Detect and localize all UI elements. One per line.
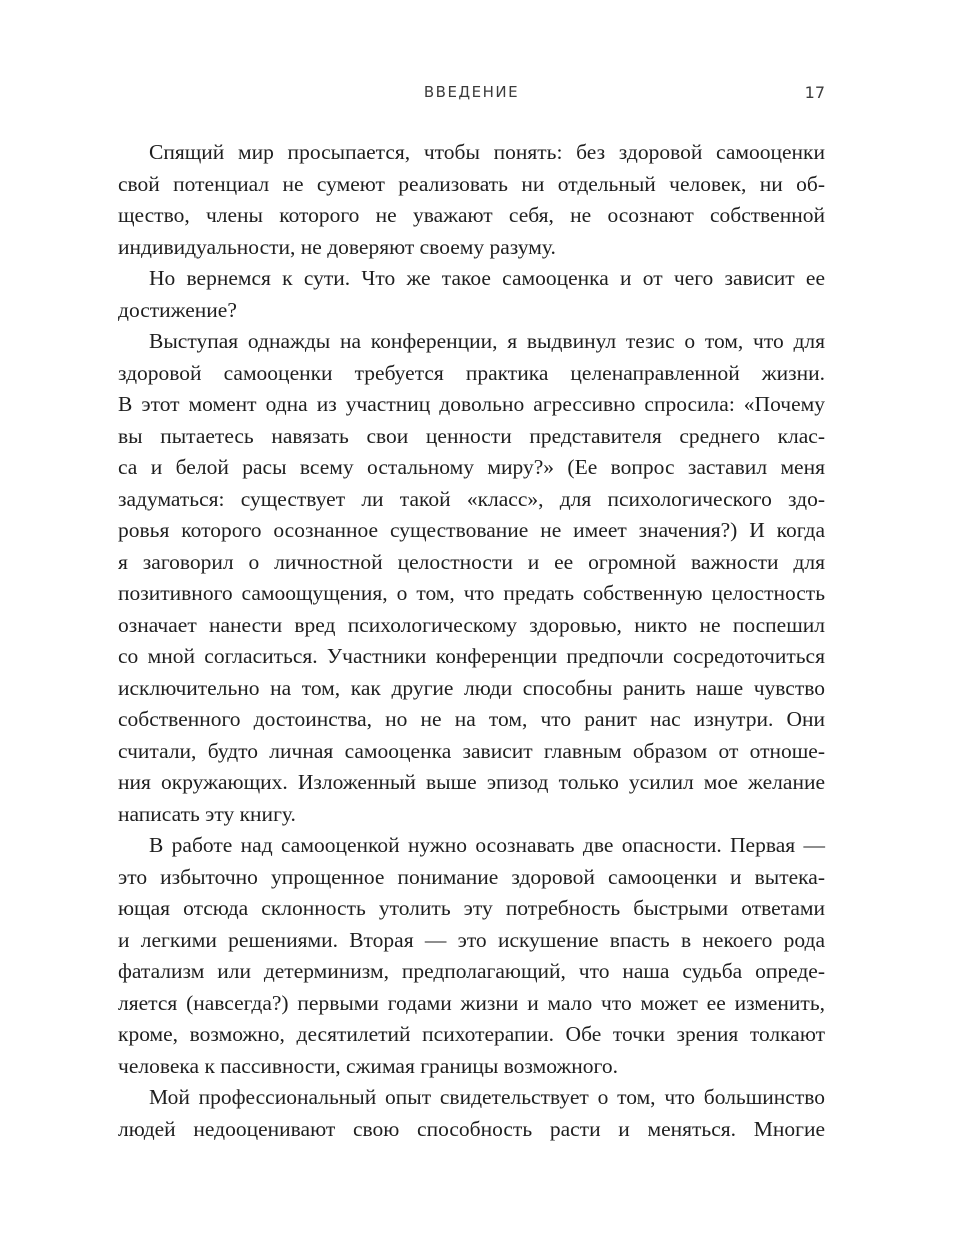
text-line: это избыточно упрощенное понимание здоровой самооценки и вытека- (118, 864, 825, 889)
text-line: человека к пассивности, сжимая границы возможного. (118, 1053, 618, 1078)
page-number: 17 (804, 83, 825, 102)
text-line: ляется (навсегда?) первыми годами жизни и мало что может ее изменить, (118, 990, 825, 1015)
text-line: достижение? (118, 297, 237, 322)
text-line: Спящий мир просыпается, чтобы понять: без здоровой самооценки (149, 140, 825, 164)
paragraph (118, 326, 825, 830)
paragraph (118, 263, 825, 326)
text-line: вы пытаетесь навязать свои ценности представителя среднего клас- (118, 423, 825, 448)
text-line: означает нанести вред психологическому здоровью, никто не поспешил (118, 612, 825, 637)
text-line: здоровой самооценки требуется практика целенаправленной жизни. (118, 360, 825, 385)
text-line: людей недооценивают свою способность расти и меняться. Многие (118, 1116, 825, 1141)
text-line: исключительно на том, как другие люди способны ранить наше чувство (118, 675, 825, 700)
text-line: са и белой расы всему остальному миру?» (Ее вопрос заставил меня (118, 455, 825, 479)
text-line: считали, будто личная самооценка зависит главным образом от отноше- (118, 738, 825, 763)
text-line: ющая отсюда склонность утолить эту потребность быстрыми ответами (118, 896, 825, 920)
text-line: и легкими решениями. Вторая — это искушение впасть в некоего рода (118, 927, 825, 952)
text-line: индивидуальности, не доверяют своему разуму. (118, 234, 556, 259)
body-text (118, 137, 825, 1145)
text-line: ния окружающих. Изложенный выше эпизод только усилил мое желание (118, 770, 825, 794)
page-header (118, 83, 825, 107)
text-line: В работе над самооценкой нужно осознавать две опасности. Первая — (149, 833, 825, 857)
text-line: написать эту книгу. (118, 801, 296, 826)
text-line: ровья которого осознанное существование не имеет значения?) И когда (118, 518, 825, 542)
text-line: Выступая однажды на конференции, я выдвинул тезис о том, что для (149, 329, 825, 353)
text-line: кроме, возможно, десятилетий психотерапии. Обе точки зрения толкают (118, 1022, 825, 1046)
text-line: задуматься: существует ли такой «класс», для психологического здо- (118, 486, 825, 511)
text-line: я заговорил о личностной целостности и ее огромной важности для (118, 549, 825, 574)
text-line: свой потенциал не сумеют реализовать ни отдельный человек, ни об- (118, 171, 825, 196)
paragraph (118, 1082, 825, 1145)
text-line: со мной согласиться. Участники конференции предпочли сосредоточиться (118, 644, 825, 668)
text-line: щество, члены которого не уважают себя, не осознают собственной (118, 203, 825, 227)
paragraph (118, 137, 825, 263)
text-line: фатализм или детерминизм, предполагающий, что наша судьба опреде- (118, 959, 825, 983)
paragraph (118, 830, 825, 1082)
text-line: собственного достоинства, но не на том, что ранит нас изнутри. Они (118, 707, 825, 731)
text-line: Но вернемся к сути. Что же такое самооценка и от чего зависит ее (149, 266, 825, 290)
text-line: Мой профессиональный опыт свидетельствует о том, что большинство (149, 1085, 825, 1109)
text-line: позитивного самоощущения, о том, что предать собственную целостность (118, 581, 825, 605)
running-title: ВВЕДЕНИЕ (423, 83, 520, 101)
text-line: В этот момент одна из участниц довольно агрессивно спросила: «Почему (118, 392, 825, 416)
